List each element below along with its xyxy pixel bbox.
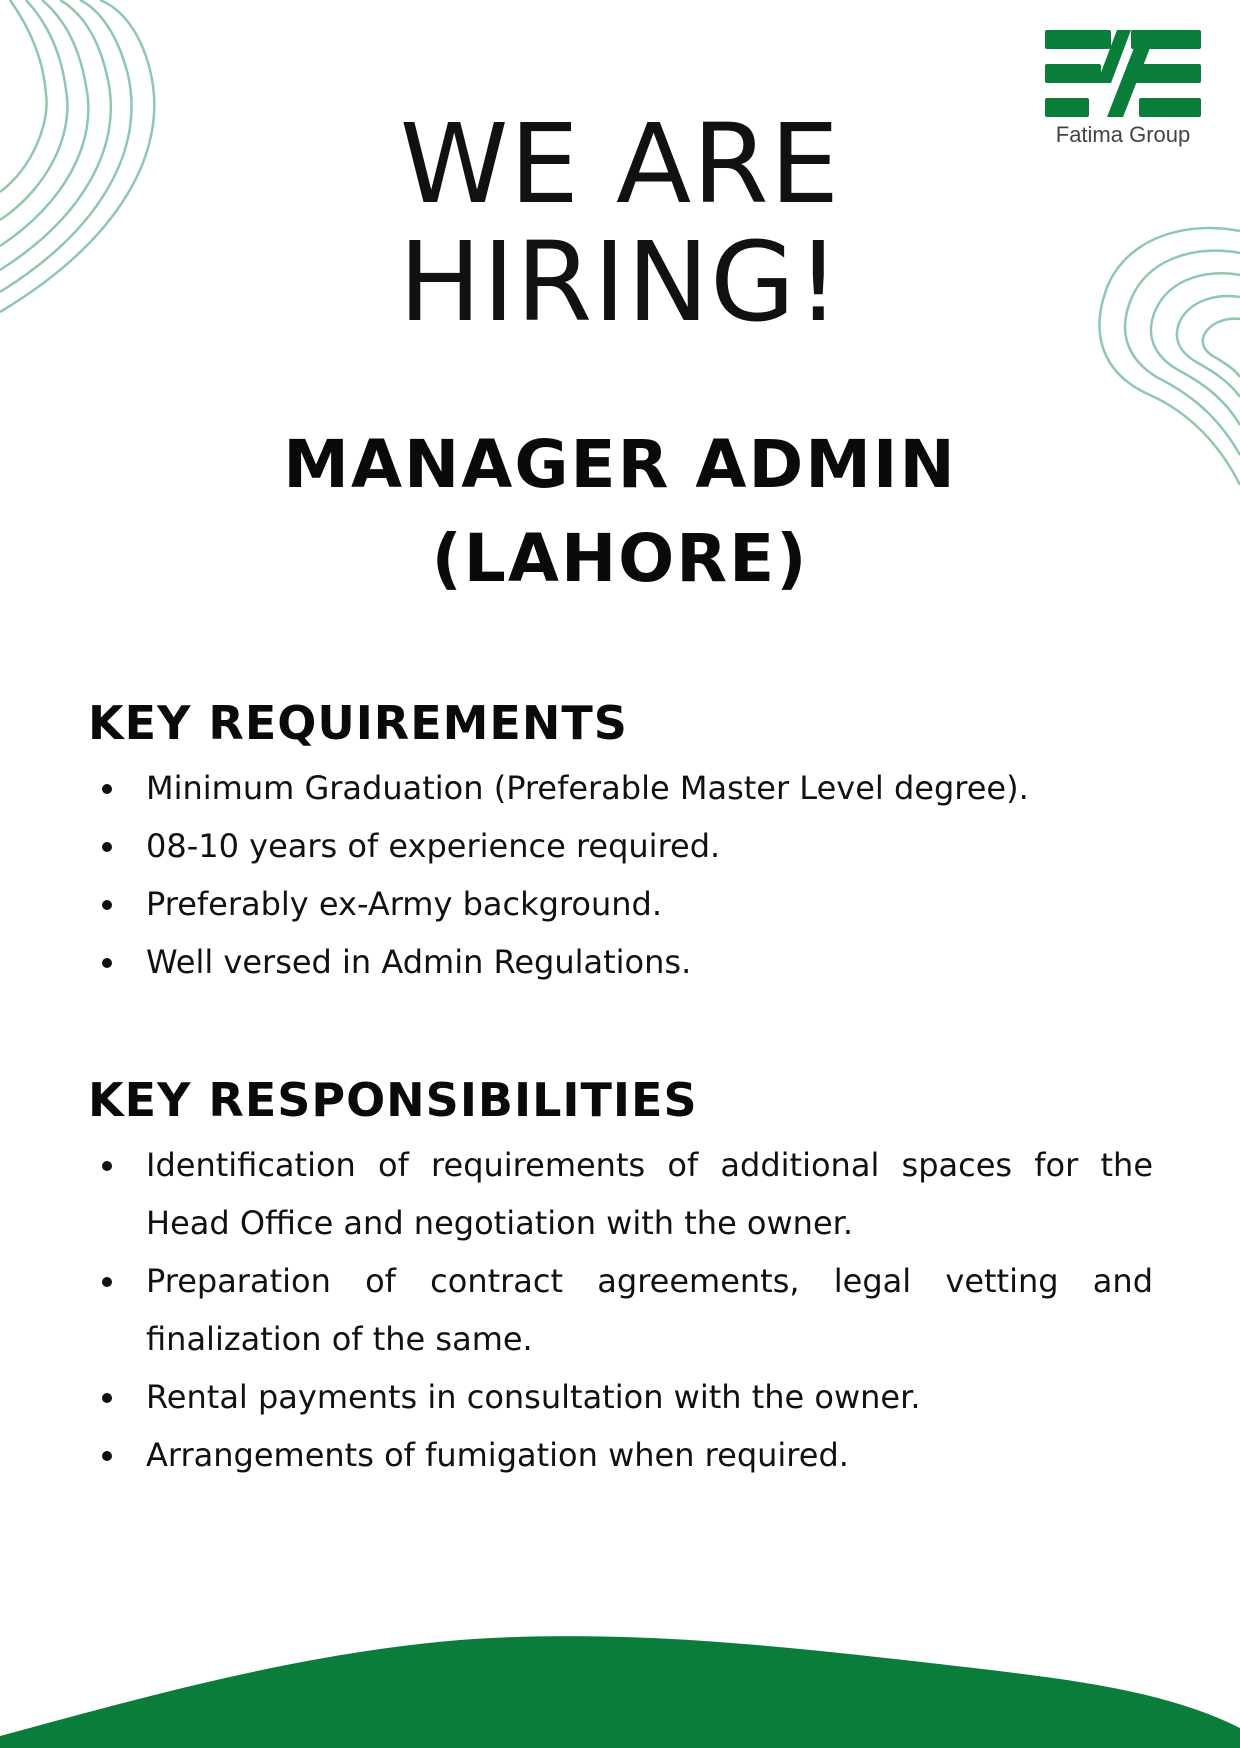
bullet-icon [102, 900, 112, 910]
list-item-text: Arrangements of fumigation when required. [146, 1436, 849, 1474]
list-item-text: Minimum Graduation (Preferable Master Level degree). [146, 769, 1029, 807]
key-requirements-section [88, 695, 1153, 991]
key-responsibilities-section [88, 1072, 1153, 1484]
bullet-icon [102, 784, 112, 794]
headline [0, 100, 1240, 346]
list-item [88, 759, 1153, 817]
job-title-line-2: (LAHORE) [431, 520, 809, 597]
list-item [88, 1252, 1153, 1368]
key-requirements-heading: KEY REQUIREMENTS [88, 696, 628, 750]
list-item [88, 817, 1153, 875]
bullet-icon [102, 1451, 112, 1461]
bottom-green-wave [0, 1608, 1240, 1748]
bullet-icon [102, 1277, 112, 1287]
list-item [88, 1368, 1153, 1426]
bullet-icon [102, 1161, 112, 1171]
job-title [0, 418, 1240, 606]
list-item-text: Preparation of contract agreements, legal vetting and finalization of the same. [146, 1262, 1153, 1358]
list-item-text: Preferably ex-Army background. [146, 885, 663, 923]
list-item [88, 933, 1153, 991]
list-item [88, 1136, 1153, 1252]
list-item-text: Rental payments in consultation with the owner. [146, 1378, 921, 1416]
list-item-text: Well versed in Admin Regulations. [146, 943, 692, 981]
list-item [88, 1426, 1153, 1484]
list-item [88, 875, 1153, 933]
job-title-line-1: MANAGER ADMIN [283, 426, 957, 503]
list-item-text: Identification of requirements of additional spaces for the Head Office and negotiation with the owner. [146, 1146, 1153, 1242]
key-requirements-list [88, 759, 1153, 991]
key-responsibilities-list [88, 1136, 1153, 1484]
headline-line-1: WE ARE [399, 100, 841, 228]
bullet-icon [102, 958, 112, 968]
logo-wordmark: Fatima Group [1055, 122, 1191, 147]
headline-line-2: HIRING! [398, 218, 842, 346]
list-item-text: 08-10 years of experience required. [146, 827, 721, 865]
key-responsibilities-heading: KEY RESPONSIBILITIES [88, 1073, 698, 1127]
bullet-icon [102, 842, 112, 852]
bullet-icon [102, 1393, 112, 1403]
